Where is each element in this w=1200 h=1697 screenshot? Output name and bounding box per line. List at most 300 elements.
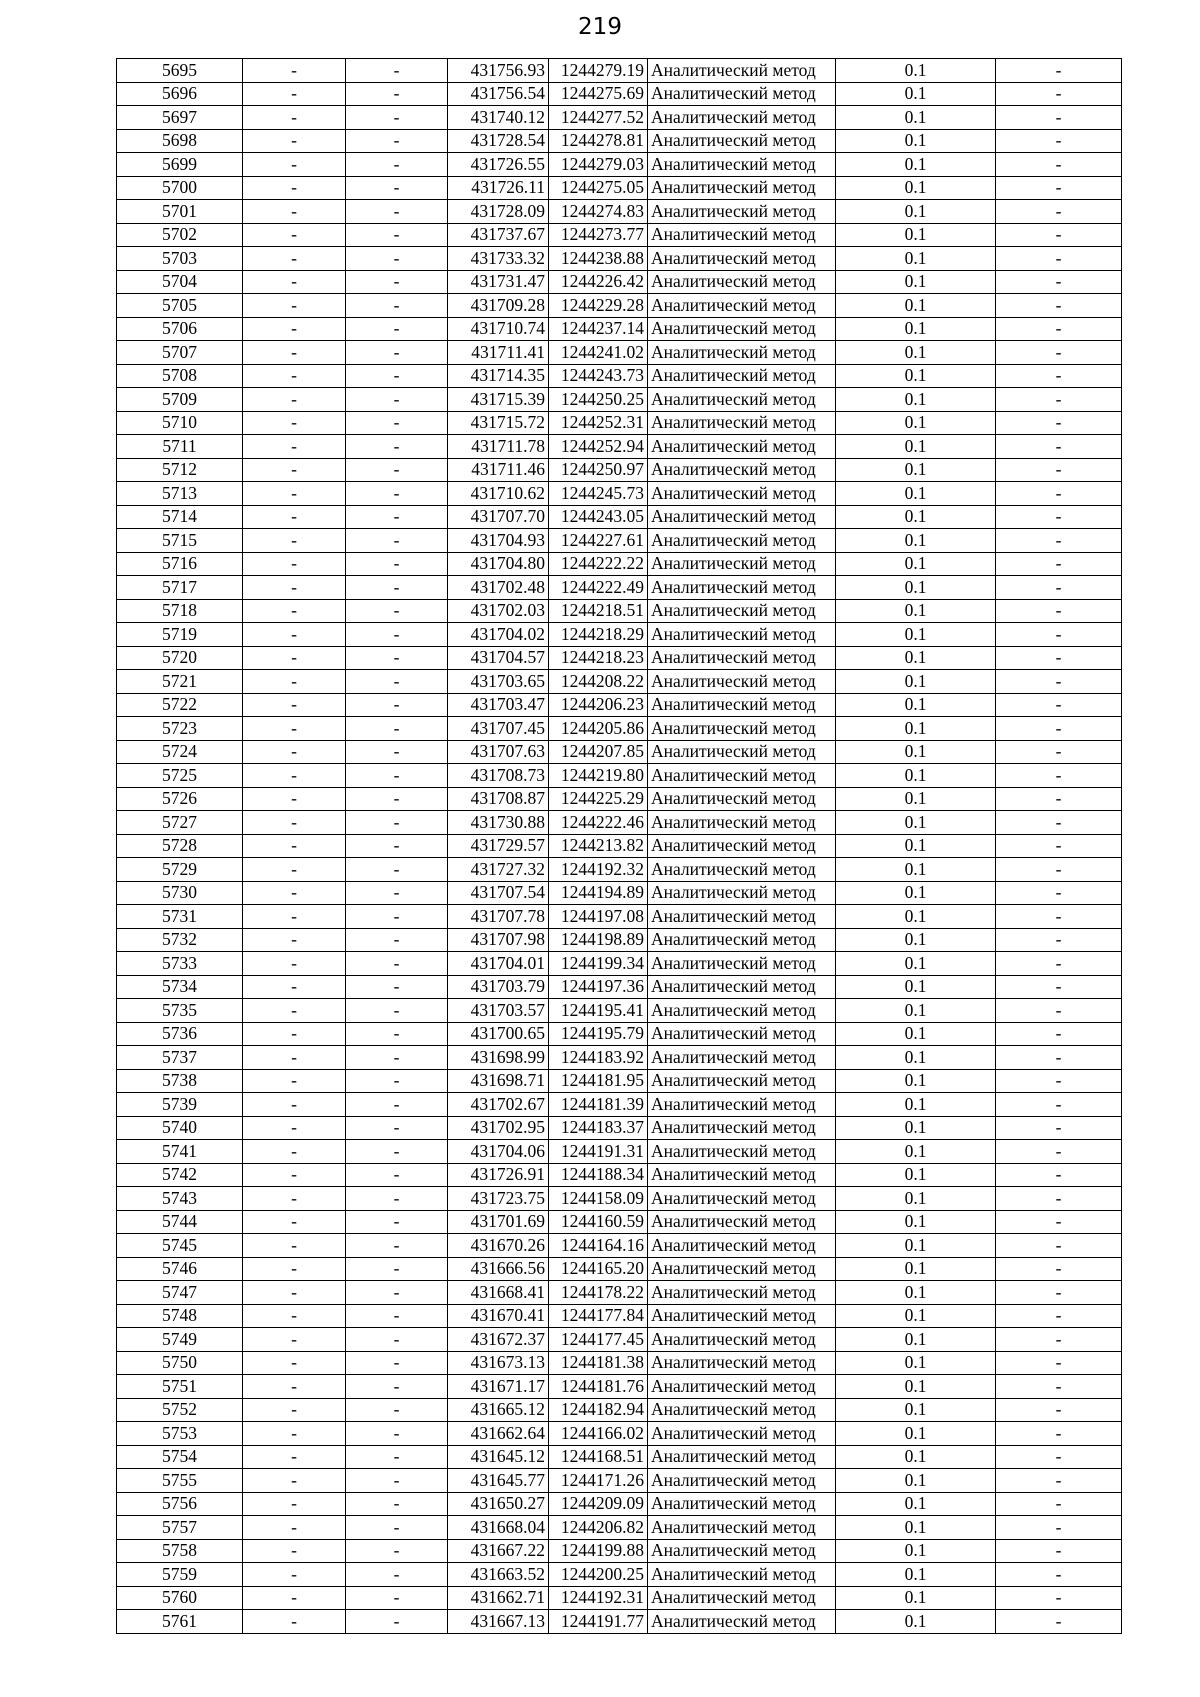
note-cell: -: [996, 1140, 1122, 1164]
empty-x-cell: -: [243, 270, 346, 294]
note-cell: -: [996, 1351, 1122, 1375]
accuracy-cell: 0.1: [836, 317, 996, 341]
note-cell: -: [996, 764, 1122, 788]
y-coordinate-cell: 1244166.02: [549, 1422, 648, 1446]
table-row: [117, 834, 1122, 858]
accuracy-cell: 0.1: [836, 787, 996, 811]
empty-y-cell: -: [346, 1234, 448, 1258]
accuracy-cell: 0.1: [836, 1116, 996, 1140]
accuracy-cell: 0.1: [836, 928, 996, 952]
note-cell: -: [996, 1492, 1122, 1516]
empty-y-cell: -: [346, 1469, 448, 1493]
x-coordinate-cell: 431715.39: [448, 388, 549, 412]
table-row: [117, 928, 1122, 952]
accuracy-cell: 0.1: [836, 435, 996, 459]
empty-y-cell: -: [346, 811, 448, 835]
note-cell: -: [996, 1093, 1122, 1117]
note-cell: -: [996, 552, 1122, 576]
x-coordinate-cell: 431710.74: [448, 317, 549, 341]
x-coordinate-cell: 431670.26: [448, 1234, 549, 1258]
accuracy-cell: 0.1: [836, 740, 996, 764]
point-number-cell: 5725: [117, 764, 243, 788]
table-row: [117, 1257, 1122, 1281]
point-number-cell: 5706: [117, 317, 243, 341]
point-number-cell: 5708: [117, 364, 243, 388]
x-coordinate-cell: 431673.13: [448, 1351, 549, 1375]
y-coordinate-cell: 1244165.20: [549, 1257, 648, 1281]
note-cell: -: [996, 200, 1122, 224]
method-cell: Аналитический метод: [648, 552, 836, 576]
point-number-cell: 5705: [117, 294, 243, 318]
x-coordinate-cell: 431711.78: [448, 435, 549, 459]
note-cell: -: [996, 834, 1122, 858]
point-number-cell: 5720: [117, 646, 243, 670]
empty-x-cell: -: [243, 482, 346, 506]
table-row: [117, 223, 1122, 247]
table-row: [117, 999, 1122, 1023]
point-number-cell: 5714: [117, 505, 243, 529]
point-number-cell: 5755: [117, 1469, 243, 1493]
method-cell: Аналитический метод: [648, 153, 836, 177]
table-row: [117, 1610, 1122, 1634]
point-number-cell: 5717: [117, 576, 243, 600]
method-cell: Аналитический метод: [648, 1187, 836, 1211]
point-number-cell: 5704: [117, 270, 243, 294]
accuracy-cell: 0.1: [836, 153, 996, 177]
point-number-cell: 5718: [117, 599, 243, 623]
note-cell: -: [996, 717, 1122, 741]
x-coordinate-cell: 431665.12: [448, 1398, 549, 1422]
y-coordinate-cell: 1244158.09: [549, 1187, 648, 1211]
note-cell: -: [996, 1398, 1122, 1422]
empty-x-cell: -: [243, 599, 346, 623]
empty-y-cell: -: [346, 200, 448, 224]
empty-y-cell: -: [346, 1210, 448, 1234]
point-number-cell: 5710: [117, 411, 243, 435]
table-row: [117, 1210, 1122, 1234]
y-coordinate-cell: 1244277.52: [549, 106, 648, 130]
empty-x-cell: -: [243, 717, 346, 741]
y-coordinate-cell: 1244206.23: [549, 693, 648, 717]
table-row: [117, 1234, 1122, 1258]
accuracy-cell: 0.1: [836, 1328, 996, 1352]
y-coordinate-cell: 1244164.16: [549, 1234, 648, 1258]
empty-y-cell: -: [346, 1563, 448, 1587]
x-coordinate-cell: 431667.13: [448, 1610, 549, 1634]
point-number-cell: 5754: [117, 1445, 243, 1469]
method-cell: Аналитический метод: [648, 999, 836, 1023]
x-coordinate-cell: 431704.80: [448, 552, 549, 576]
x-coordinate-cell: 431668.04: [448, 1516, 549, 1540]
note-cell: -: [996, 952, 1122, 976]
note-cell: -: [996, 176, 1122, 200]
accuracy-cell: 0.1: [836, 223, 996, 247]
x-coordinate-cell: 431710.62: [448, 482, 549, 506]
accuracy-cell: 0.1: [836, 1375, 996, 1399]
table-row: [117, 1022, 1122, 1046]
table-row: [117, 106, 1122, 130]
point-number-cell: 5697: [117, 106, 243, 130]
point-number-cell: 5712: [117, 458, 243, 482]
note-cell: -: [996, 317, 1122, 341]
y-coordinate-cell: 1244279.03: [549, 153, 648, 177]
empty-y-cell: -: [346, 1586, 448, 1610]
x-coordinate-cell: 431708.73: [448, 764, 549, 788]
method-cell: Аналитический метод: [648, 599, 836, 623]
y-coordinate-cell: 1244227.61: [549, 529, 648, 553]
point-number-cell: 5742: [117, 1163, 243, 1187]
accuracy-cell: 0.1: [836, 717, 996, 741]
x-coordinate-cell: 431703.79: [448, 975, 549, 999]
method-cell: Аналитический метод: [648, 200, 836, 224]
note-cell: -: [996, 106, 1122, 130]
y-coordinate-cell: 1244191.31: [549, 1140, 648, 1164]
accuracy-cell: 0.1: [836, 952, 996, 976]
point-number-cell: 5743: [117, 1187, 243, 1211]
empty-y-cell: -: [346, 1093, 448, 1117]
empty-x-cell: -: [243, 1610, 346, 1634]
y-coordinate-cell: 1244205.86: [549, 717, 648, 741]
empty-y-cell: -: [346, 1516, 448, 1540]
empty-x-cell: -: [243, 999, 346, 1023]
y-coordinate-cell: 1244200.25: [549, 1563, 648, 1587]
empty-y-cell: -: [346, 787, 448, 811]
empty-y-cell: -: [346, 1257, 448, 1281]
note-cell: -: [996, 670, 1122, 694]
accuracy-cell: 0.1: [836, 1539, 996, 1563]
x-coordinate-cell: 431662.71: [448, 1586, 549, 1610]
empty-y-cell: -: [346, 482, 448, 506]
point-number-cell: 5701: [117, 200, 243, 224]
empty-x-cell: -: [243, 811, 346, 835]
method-cell: Аналитический метод: [648, 1351, 836, 1375]
method-cell: Аналитический метод: [648, 646, 836, 670]
method-cell: Аналитический метод: [648, 1304, 836, 1328]
point-number-cell: 5695: [117, 59, 243, 83]
accuracy-cell: 0.1: [836, 811, 996, 835]
note-cell: -: [996, 1210, 1122, 1234]
method-cell: Аналитический метод: [648, 1069, 836, 1093]
empty-y-cell: -: [346, 576, 448, 600]
empty-y-cell: -: [346, 341, 448, 365]
table-row: [117, 270, 1122, 294]
accuracy-cell: 0.1: [836, 411, 996, 435]
method-cell: Аналитический метод: [648, 928, 836, 952]
empty-x-cell: -: [243, 646, 346, 670]
empty-y-cell: -: [346, 1492, 448, 1516]
table-row: [117, 717, 1122, 741]
accuracy-cell: 0.1: [836, 1563, 996, 1587]
y-coordinate-cell: 1244188.34: [549, 1163, 648, 1187]
accuracy-cell: 0.1: [836, 505, 996, 529]
empty-y-cell: -: [346, 599, 448, 623]
table-row: [117, 693, 1122, 717]
empty-x-cell: -: [243, 1492, 346, 1516]
x-coordinate-cell: 431704.06: [448, 1140, 549, 1164]
accuracy-cell: 0.1: [836, 1445, 996, 1469]
x-coordinate-cell: 431698.99: [448, 1046, 549, 1070]
x-coordinate-cell: 431698.71: [448, 1069, 549, 1093]
point-number-cell: 5761: [117, 1610, 243, 1634]
x-coordinate-cell: 431711.46: [448, 458, 549, 482]
table-row: [117, 1328, 1122, 1352]
accuracy-cell: 0.1: [836, 388, 996, 412]
accuracy-cell: 0.1: [836, 576, 996, 600]
note-cell: -: [996, 1163, 1122, 1187]
empty-y-cell: -: [346, 1116, 448, 1140]
point-number-cell: 5733: [117, 952, 243, 976]
empty-x-cell: -: [243, 1210, 346, 1234]
x-coordinate-cell: 431670.41: [448, 1304, 549, 1328]
method-cell: Аналитический метод: [648, 1093, 836, 1117]
accuracy-cell: 0.1: [836, 1187, 996, 1211]
accuracy-cell: 0.1: [836, 482, 996, 506]
y-coordinate-cell: 1244250.97: [549, 458, 648, 482]
x-coordinate-cell: 431702.03: [448, 599, 549, 623]
y-coordinate-cell: 1244182.94: [549, 1398, 648, 1422]
point-number-cell: 5723: [117, 717, 243, 741]
x-coordinate-cell: 431672.37: [448, 1328, 549, 1352]
y-coordinate-cell: 1244177.84: [549, 1304, 648, 1328]
table-row: [117, 623, 1122, 647]
method-cell: Аналитический метод: [648, 1563, 836, 1587]
empty-x-cell: -: [243, 317, 346, 341]
accuracy-cell: 0.1: [836, 1469, 996, 1493]
accuracy-cell: 0.1: [836, 458, 996, 482]
note-cell: -: [996, 1539, 1122, 1563]
empty-x-cell: -: [243, 1116, 346, 1140]
empty-x-cell: -: [243, 740, 346, 764]
accuracy-cell: 0.1: [836, 905, 996, 929]
empty-x-cell: -: [243, 1234, 346, 1258]
table-row: [117, 82, 1122, 106]
y-coordinate-cell: 1244178.22: [549, 1281, 648, 1305]
empty-x-cell: -: [243, 176, 346, 200]
method-cell: Аналитический метод: [648, 670, 836, 694]
note-cell: -: [996, 576, 1122, 600]
method-cell: Аналитический метод: [648, 294, 836, 318]
empty-y-cell: -: [346, 1610, 448, 1634]
empty-y-cell: -: [346, 552, 448, 576]
empty-y-cell: -: [346, 129, 448, 153]
x-coordinate-cell: 431707.45: [448, 717, 549, 741]
table-row: [117, 858, 1122, 882]
accuracy-cell: 0.1: [836, 1022, 996, 1046]
accuracy-cell: 0.1: [836, 106, 996, 130]
x-coordinate-cell: 431723.75: [448, 1187, 549, 1211]
empty-x-cell: -: [243, 1328, 346, 1352]
accuracy-cell: 0.1: [836, 129, 996, 153]
y-coordinate-cell: 1244275.05: [549, 176, 648, 200]
y-coordinate-cell: 1244250.25: [549, 388, 648, 412]
note-cell: -: [996, 1422, 1122, 1446]
point-number-cell: 5739: [117, 1093, 243, 1117]
y-coordinate-cell: 1244168.51: [549, 1445, 648, 1469]
empty-y-cell: -: [346, 905, 448, 929]
y-coordinate-cell: 1244207.85: [549, 740, 648, 764]
accuracy-cell: 0.1: [836, 1163, 996, 1187]
empty-x-cell: -: [243, 200, 346, 224]
method-cell: Аналитический метод: [648, 1539, 836, 1563]
note-cell: -: [996, 294, 1122, 318]
method-cell: Аналитический метод: [648, 435, 836, 459]
empty-x-cell: -: [243, 834, 346, 858]
empty-y-cell: -: [346, 1022, 448, 1046]
empty-y-cell: -: [346, 1046, 448, 1070]
empty-x-cell: -: [243, 858, 346, 882]
x-coordinate-cell: 431729.57: [448, 834, 549, 858]
note-cell: -: [996, 1516, 1122, 1540]
method-cell: Аналитический метод: [648, 106, 836, 130]
y-coordinate-cell: 1244243.73: [549, 364, 648, 388]
note-cell: -: [996, 623, 1122, 647]
empty-x-cell: -: [243, 1422, 346, 1446]
empty-x-cell: -: [243, 341, 346, 365]
x-coordinate-cell: 431756.93: [448, 59, 549, 83]
y-coordinate-cell: 1244252.94: [549, 435, 648, 459]
method-cell: Аналитический метод: [648, 787, 836, 811]
method-cell: Аналитический метод: [648, 59, 836, 83]
empty-y-cell: -: [346, 999, 448, 1023]
empty-x-cell: -: [243, 905, 346, 929]
method-cell: Аналитический метод: [648, 529, 836, 553]
x-coordinate-cell: 431708.87: [448, 787, 549, 811]
empty-x-cell: -: [243, 1022, 346, 1046]
table-row: [117, 1375, 1122, 1399]
x-coordinate-cell: 431731.47: [448, 270, 549, 294]
empty-x-cell: -: [243, 623, 346, 647]
method-cell: Аналитический метод: [648, 623, 836, 647]
point-number-cell: 5707: [117, 341, 243, 365]
y-coordinate-cell: 1244237.14: [549, 317, 648, 341]
empty-y-cell: -: [346, 529, 448, 553]
x-coordinate-cell: 431726.91: [448, 1163, 549, 1187]
method-cell: Аналитический метод: [648, 82, 836, 106]
y-coordinate-cell: 1244238.88: [549, 247, 648, 271]
accuracy-cell: 0.1: [836, 999, 996, 1023]
accuracy-cell: 0.1: [836, 858, 996, 882]
x-coordinate-cell: 431728.54: [448, 129, 549, 153]
note-cell: -: [996, 1281, 1122, 1305]
x-coordinate-cell: 431711.41: [448, 341, 549, 365]
method-cell: Аналитический метод: [648, 1586, 836, 1610]
empty-y-cell: -: [346, 59, 448, 83]
table-row: [117, 458, 1122, 482]
empty-x-cell: -: [243, 529, 346, 553]
x-coordinate-cell: 431737.67: [448, 223, 549, 247]
table-row: [117, 881, 1122, 905]
x-coordinate-cell: 431703.57: [448, 999, 549, 1023]
y-coordinate-cell: 1244195.79: [549, 1022, 648, 1046]
note-cell: -: [996, 364, 1122, 388]
empty-y-cell: -: [346, 928, 448, 952]
empty-y-cell: -: [346, 411, 448, 435]
point-number-cell: 5752: [117, 1398, 243, 1422]
method-cell: Аналитический метод: [648, 1234, 836, 1258]
note-cell: -: [996, 435, 1122, 459]
accuracy-cell: 0.1: [836, 1492, 996, 1516]
empty-y-cell: -: [346, 1539, 448, 1563]
table-row: [117, 294, 1122, 318]
empty-y-cell: -: [346, 1398, 448, 1422]
point-number-cell: 5731: [117, 905, 243, 929]
accuracy-cell: 0.1: [836, 1516, 996, 1540]
x-coordinate-cell: 431707.78: [448, 905, 549, 929]
y-coordinate-cell: 1244209.09: [549, 1492, 648, 1516]
method-cell: Аналитический метод: [648, 223, 836, 247]
note-cell: -: [996, 82, 1122, 106]
y-coordinate-cell: 1244219.80: [549, 764, 648, 788]
method-cell: Аналитический метод: [648, 247, 836, 271]
point-number-cell: 5737: [117, 1046, 243, 1070]
point-number-cell: 5741: [117, 1140, 243, 1164]
accuracy-cell: 0.1: [836, 670, 996, 694]
x-coordinate-cell: 431756.54: [448, 82, 549, 106]
note-cell: -: [996, 153, 1122, 177]
table-row: [117, 1586, 1122, 1610]
empty-x-cell: -: [243, 153, 346, 177]
accuracy-cell: 0.1: [836, 1257, 996, 1281]
empty-x-cell: -: [243, 388, 346, 412]
method-cell: Аналитический метод: [648, 1140, 836, 1164]
x-coordinate-cell: 431666.56: [448, 1257, 549, 1281]
note-cell: -: [996, 1069, 1122, 1093]
method-cell: Аналитический метод: [648, 1116, 836, 1140]
note-cell: -: [996, 1445, 1122, 1469]
x-coordinate-cell: 431704.93: [448, 529, 549, 553]
y-coordinate-cell: 1244208.22: [549, 670, 648, 694]
method-cell: Аналитический метод: [648, 317, 836, 341]
x-coordinate-cell: 431668.41: [448, 1281, 549, 1305]
empty-y-cell: -: [346, 505, 448, 529]
x-coordinate-cell: 431728.09: [448, 200, 549, 224]
point-number-cell: 5734: [117, 975, 243, 999]
x-coordinate-cell: 431709.28: [448, 294, 549, 318]
accuracy-cell: 0.1: [836, 1210, 996, 1234]
note-cell: -: [996, 881, 1122, 905]
table-row: [117, 317, 1122, 341]
note-cell: -: [996, 1304, 1122, 1328]
table-row: [117, 552, 1122, 576]
accuracy-cell: 0.1: [836, 1140, 996, 1164]
empty-x-cell: -: [243, 1375, 346, 1399]
method-cell: Аналитический метод: [648, 1422, 836, 1446]
point-number-cell: 5724: [117, 740, 243, 764]
empty-y-cell: -: [346, 623, 448, 647]
empty-y-cell: -: [346, 1328, 448, 1352]
empty-y-cell: -: [346, 740, 448, 764]
table-row: [117, 1140, 1122, 1164]
point-number-cell: 5751: [117, 1375, 243, 1399]
accuracy-cell: 0.1: [836, 341, 996, 365]
note-cell: -: [996, 1116, 1122, 1140]
y-coordinate-cell: 1244181.95: [549, 1069, 648, 1093]
y-coordinate-cell: 1244197.36: [549, 975, 648, 999]
table-row: [117, 435, 1122, 459]
point-number-cell: 5703: [117, 247, 243, 271]
note-cell: -: [996, 693, 1122, 717]
y-coordinate-cell: 1244177.45: [549, 1328, 648, 1352]
x-coordinate-cell: 431645.12: [448, 1445, 549, 1469]
point-number-cell: 5738: [117, 1069, 243, 1093]
empty-x-cell: -: [243, 247, 346, 271]
point-number-cell: 5702: [117, 223, 243, 247]
method-cell: Аналитический метод: [648, 1022, 836, 1046]
empty-x-cell: -: [243, 1046, 346, 1070]
empty-x-cell: -: [243, 1398, 346, 1422]
table-row: [117, 1046, 1122, 1070]
empty-y-cell: -: [346, 364, 448, 388]
